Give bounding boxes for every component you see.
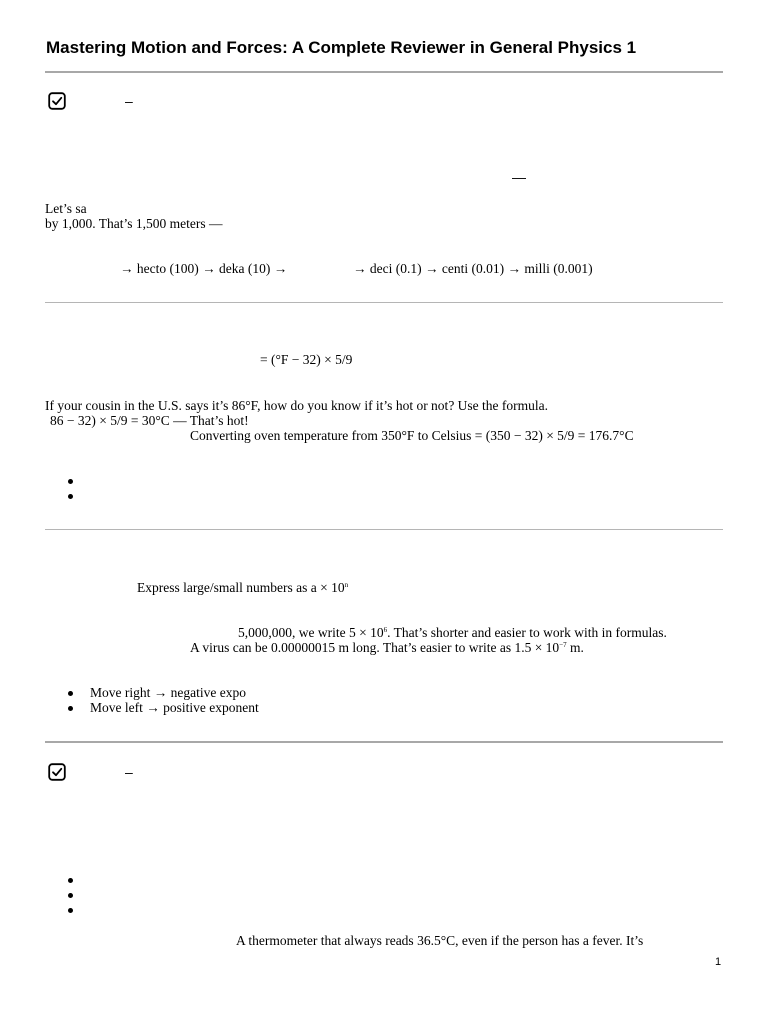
paragraph-line [137, 580, 348, 596]
inline-text: m. [566, 640, 584, 655]
exponent: n [344, 581, 349, 589]
bullet-dot [68, 706, 73, 711]
inline-text: Express large/small numbers as a × 10 [137, 580, 345, 595]
inline-text: A virus can be 0.00000015 m long. That’s easier to write as 1.5 × 10 [190, 640, 560, 655]
list-item: Move right → negative expo [90, 685, 246, 700]
exponent: −7 [559, 641, 567, 649]
example-line [190, 640, 584, 656]
bullet-dot [68, 908, 73, 913]
section-divider [45, 302, 723, 303]
bullet-dot [68, 479, 73, 484]
bullet-dot [68, 893, 73, 898]
checkbox-icon [48, 92, 66, 110]
inline-text: 5,000,000, we write 5 × 10 [238, 625, 384, 640]
bullet-dot [68, 691, 73, 696]
dash-mark: – [125, 764, 133, 780]
paragraph-line: 86 − 32) × 5/9 = 30°C — That’s hot! [50, 413, 249, 428]
page-number: 1 [715, 956, 722, 968]
paragraph-line: Let’s sa [45, 201, 87, 216]
document-title: Mastering Motion and Forces: A Complete Reviewer in General Physics 1 [46, 38, 637, 57]
checkbox-icon [48, 763, 66, 781]
formula-line: = (°F − 32) × 5/9 [260, 352, 353, 367]
dash-mark: – [125, 93, 133, 109]
inline-text: . That’s shorter and easier to work with in formulas. [387, 625, 667, 640]
section-divider [45, 529, 723, 530]
dash-mark: — [512, 169, 526, 185]
bullet-dot [68, 494, 73, 499]
paragraph-line: Converting oven temperature from 350°F to Celsius = (350 − 32) × 5/9 = 176.7°C [190, 428, 634, 443]
metric-prefix-line: → deci (0.1) → centi (0.01) → milli (0.001) [353, 261, 593, 276]
paragraph-line: A thermometer that always reads 36.5°C, even if the person has a fever. It’s [236, 933, 644, 948]
exponent: 6 [383, 626, 388, 634]
list-item: Move left → positive exponent [90, 700, 259, 715]
bullet-dot [68, 878, 73, 883]
section-divider [45, 741, 723, 743]
title-divider [45, 71, 723, 73]
paragraph-line: by 1,000. That’s 1,500 meters — [45, 216, 223, 231]
metric-prefix-line: → hecto (100) → deka (10) → [120, 261, 288, 276]
paragraph-line: If your cousin in the U.S. says it’s 86°F, how do you know if it’s hot or not? Use the formula. [45, 398, 549, 413]
example-line [238, 625, 667, 641]
